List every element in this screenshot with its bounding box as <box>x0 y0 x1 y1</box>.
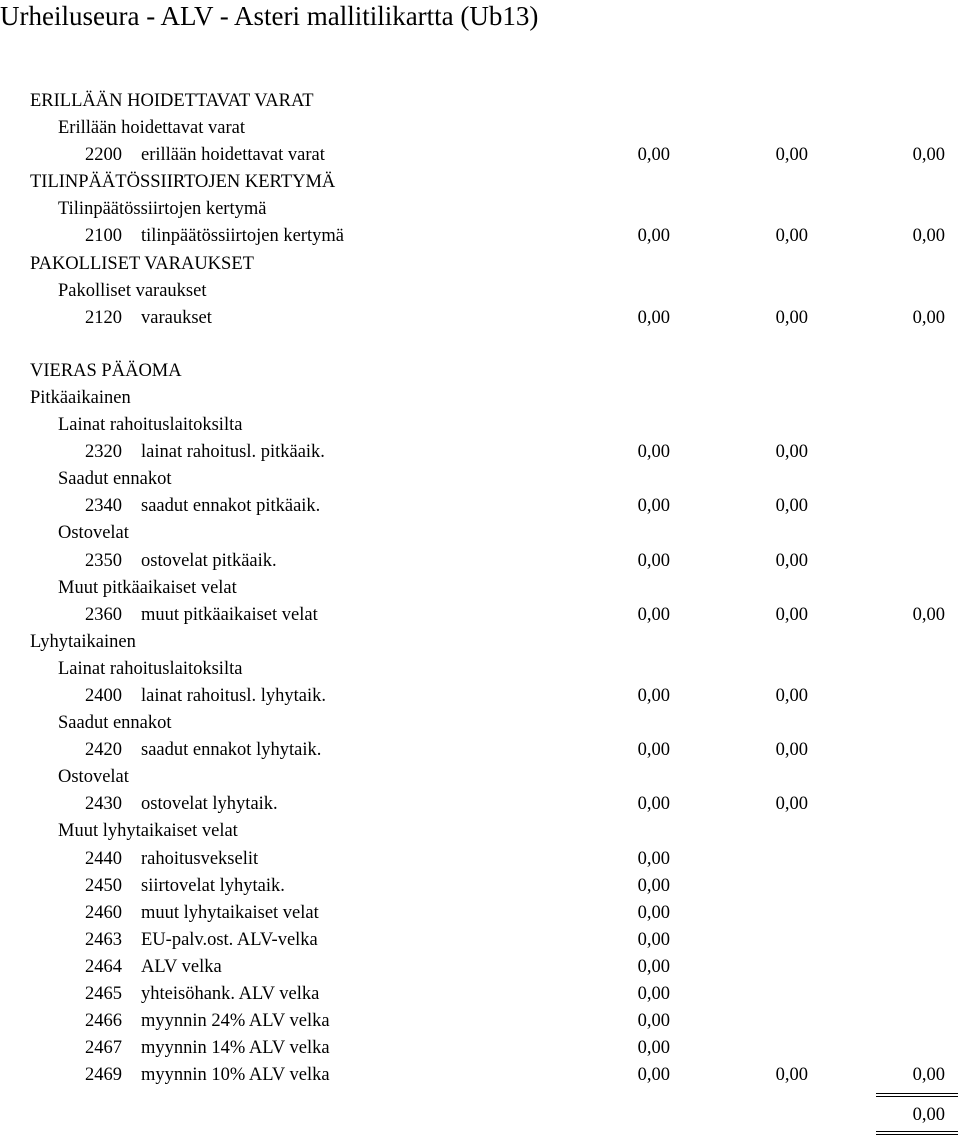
account-name: erillään hoidettavat varat <box>141 145 325 166</box>
subsection-heading: Tilinpäätössiirtojen kertymä <box>58 199 267 220</box>
page-title: Urheiluseura - ALV - Asteri mallitilikartta (Ub13) <box>0 1 539 31</box>
account-name: myynnin 14% ALV velka <box>141 1038 330 1059</box>
account-number: 2466 <box>85 1011 122 1032</box>
account-name: yhteisöhank. ALV velka <box>141 984 320 1004</box>
value-col-1: 0,00 <box>637 794 670 815</box>
section-heading: Lyhytaikainen <box>30 631 136 652</box>
account-number: 2360 <box>85 604 122 625</box>
section-heading: Pitkäaikainen <box>30 387 131 408</box>
account-name: saadut ennakot pitkäaik. <box>141 496 321 517</box>
account-row <box>0 981 960 1008</box>
account-number: 2464 <box>85 956 122 977</box>
account-name: ostovelat pitkäaik. <box>141 550 277 571</box>
value-col-1: 0,00 <box>637 685 670 706</box>
account-number: 2467 <box>85 1038 122 1059</box>
value-col-1: 0,00 <box>637 929 670 950</box>
value-col-2: 0,00 <box>775 496 808 517</box>
account-number: 2320 <box>85 442 122 463</box>
account-name: EU-palv.ost. ALV-velka <box>141 929 318 950</box>
account-row <box>0 846 960 873</box>
account-row <box>0 548 960 575</box>
subsection-heading: Lainat rahoituslaitoksilta <box>58 658 243 679</box>
value-col-1: 0,00 <box>637 848 670 869</box>
account-name: muut lyhytaikaiset velat <box>141 902 319 923</box>
total-rule-bottom <box>876 1131 958 1135</box>
grand-total: 0,00 <box>912 1105 945 1125</box>
account-name: ALV velka <box>141 956 222 977</box>
account-row <box>0 927 960 954</box>
value-col-1: 0,00 <box>637 307 670 328</box>
account-number: 2469 <box>85 1065 122 1086</box>
value-col-2: 0,00 <box>775 604 808 625</box>
account-name: muut pitkäaikaiset velat <box>141 604 318 625</box>
value-col-1: 0,00 <box>637 740 670 761</box>
section-heading: TILINPÄÄTÖSSIIRTOJEN KERTYMÄ <box>30 172 336 193</box>
account-name: ostovelat lyhytaik. <box>141 794 278 815</box>
value-col-2: 0,00 <box>775 685 808 706</box>
account-name: rahoitusvekselit <box>141 848 259 869</box>
account-number: 2450 <box>85 875 122 896</box>
value-col-1: 0,00 <box>637 550 670 571</box>
value-col-1: 0,00 <box>637 496 670 517</box>
account-name: tilinpäätössiirtojen kertymä <box>141 226 344 247</box>
account-name: saadut ennakot lyhytaik. <box>141 740 322 761</box>
account-row <box>0 954 960 981</box>
account-name: varaukset <box>141 307 212 328</box>
value-col-1: 0,00 <box>637 1038 670 1059</box>
account-row <box>0 493 960 520</box>
subsection-heading: Lainat rahoituslaitoksilta <box>58 415 243 436</box>
account-row <box>0 223 960 250</box>
account-row <box>0 1035 960 1062</box>
account-name: myynnin 24% ALV velka <box>141 1011 330 1032</box>
account-number: 2460 <box>85 902 122 923</box>
account-number: 2350 <box>85 550 122 571</box>
value-col-1: 0,00 <box>637 145 670 166</box>
value-col-2: 0,00 <box>775 794 808 815</box>
section-heading: VIERAS PÄÄOMA <box>30 360 182 381</box>
value-col-1: 0,00 <box>637 1065 670 1086</box>
subsection-heading: Saadut ennakot <box>58 713 172 734</box>
account-row <box>0 142 960 169</box>
value-col-2: 0,00 <box>775 740 808 761</box>
account-name: siirtovelat lyhytaik. <box>141 875 285 896</box>
account-number: 2440 <box>85 848 122 869</box>
value-col-1: 0,00 <box>637 226 670 247</box>
total-rule-top <box>876 1093 958 1097</box>
account-number: 2340 <box>85 496 122 517</box>
account-row <box>0 737 960 764</box>
account-row <box>0 439 960 466</box>
account-name: lainat rahoitusl. pitkäaik. <box>141 442 325 463</box>
value-col-1: 0,00 <box>637 902 670 923</box>
value-col-2: 0,00 <box>775 145 808 166</box>
value-col-1: 0,00 <box>637 1011 670 1032</box>
subsection-heading: Erillään hoidettavat varat <box>58 118 245 139</box>
spacer <box>0 332 960 358</box>
subsection-heading: Muut lyhytaikaiset velat <box>58 821 238 842</box>
account-number: 2463 <box>85 929 122 950</box>
account-list <box>0 88 960 1089</box>
subsection-heading: Pakolliset varaukset <box>58 280 207 301</box>
value-col-2: 0,00 <box>775 550 808 571</box>
account-name: lainat rahoitusl. lyhytaik. <box>141 685 326 706</box>
account-number: 2120 <box>85 307 122 328</box>
account-number: 2420 <box>85 740 122 761</box>
account-number: 2200 <box>85 145 122 166</box>
account-row <box>0 683 960 710</box>
account-row <box>0 791 960 818</box>
value-col-2: 0,00 <box>775 307 808 328</box>
subsection-heading: Ostovelat <box>58 523 129 544</box>
account-row <box>0 900 960 927</box>
section-heading: PAKOLLISET VARAUKSET <box>30 253 254 274</box>
section-heading: ERILLÄÄN HOIDETTAVAT VARAT <box>30 91 314 111</box>
value-col-3: 0,00 <box>912 604 945 625</box>
account-number: 2430 <box>85 794 122 815</box>
value-col-1: 0,00 <box>637 875 670 896</box>
value-col-1: 0,00 <box>637 604 670 625</box>
account-row <box>0 1062 960 1089</box>
account-number: 2465 <box>85 984 122 1004</box>
value-col-1: 0,00 <box>637 956 670 977</box>
value-col-2: 0,00 <box>775 1065 808 1086</box>
value-col-1: 0,00 <box>637 984 670 1004</box>
account-name: myynnin 10% ALV velka <box>141 1065 330 1086</box>
account-row <box>0 873 960 900</box>
account-row <box>0 1008 960 1035</box>
value-col-3: 0,00 <box>912 307 945 328</box>
account-number: 2400 <box>85 685 122 706</box>
value-col-2: 0,00 <box>775 226 808 247</box>
account-row <box>0 602 960 629</box>
subsection-heading: Muut pitkäaikaiset velat <box>58 577 237 598</box>
value-col-2: 0,00 <box>775 442 808 463</box>
value-col-1: 0,00 <box>637 442 670 463</box>
subsection-heading: Saadut ennakot <box>58 469 172 490</box>
subsection-heading: Ostovelat <box>58 767 129 788</box>
value-col-3: 0,00 <box>912 226 945 247</box>
value-col-3: 0,00 <box>912 1065 945 1086</box>
account-row <box>0 305 960 332</box>
account-number: 2100 <box>85 226 122 247</box>
value-col-3: 0,00 <box>912 145 945 166</box>
